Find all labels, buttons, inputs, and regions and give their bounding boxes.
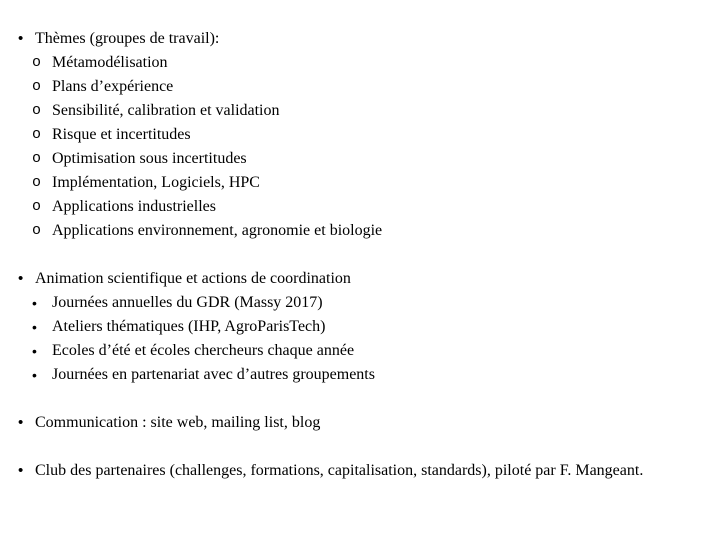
list-item bbox=[0, 363, 695, 387]
list-item-label: Risque et incertitudes bbox=[52, 126, 191, 143]
bullet-line bbox=[0, 459, 695, 483]
list-item bbox=[0, 99, 695, 123]
circle-bullet-icon: o bbox=[32, 174, 42, 191]
list-item bbox=[0, 195, 695, 219]
list-item bbox=[0, 315, 695, 339]
circle-bullet-icon: o bbox=[32, 198, 42, 215]
list-item-label: Journées annuelles du GDR (Massy 2017) bbox=[52, 294, 323, 311]
bullet-line bbox=[0, 267, 695, 291]
section-title: Communication : site web, mailing list, blog bbox=[35, 414, 321, 431]
list-item-label: Applications industrielles bbox=[52, 198, 216, 215]
bullet-line bbox=[0, 27, 695, 51]
dot-bullet-icon: • bbox=[32, 295, 37, 311]
bullet-icon: • bbox=[18, 30, 24, 47]
list-item bbox=[0, 51, 695, 75]
list-item bbox=[0, 219, 695, 243]
bullet-line bbox=[0, 411, 695, 435]
dot-bullet-icon: • bbox=[32, 343, 37, 359]
dot-bullet-icon: • bbox=[32, 319, 37, 335]
section-communication bbox=[0, 411, 695, 435]
list-item-label: Métamodélisation bbox=[52, 54, 168, 71]
circle-bullet-icon: o bbox=[32, 78, 42, 95]
list-item bbox=[0, 339, 695, 363]
list-item-label: Plans d’expérience bbox=[52, 78, 174, 95]
bullet-icon: • bbox=[18, 462, 24, 479]
bullet-icon: • bbox=[18, 270, 24, 287]
bullet-icon: • bbox=[18, 414, 24, 431]
circle-bullet-icon: o bbox=[32, 54, 42, 71]
circle-bullet-icon: o bbox=[32, 102, 42, 119]
circle-bullet-icon: o bbox=[32, 126, 42, 143]
list-item-label: Sensibilité, calibration et validation bbox=[52, 102, 280, 119]
dot-bullet-icon: • bbox=[32, 367, 37, 383]
list-item bbox=[0, 123, 695, 147]
section-title: Animation scientifique et actions de coordination bbox=[35, 270, 351, 287]
list-item-label: Optimisation sous incertitudes bbox=[52, 150, 247, 167]
list-item-label: Ateliers thématiques (IHP, AgroParisTech) bbox=[52, 318, 326, 335]
list-item bbox=[0, 75, 695, 99]
list-item bbox=[0, 171, 695, 195]
section-animation bbox=[0, 267, 695, 387]
circle-bullet-icon: o bbox=[32, 150, 42, 167]
section-club-partenaires bbox=[0, 459, 695, 483]
list-item-label: Applications environnement, agronomie et biologie bbox=[52, 222, 383, 239]
list-item-label: Ecoles d’été et écoles chercheurs chaque année bbox=[52, 342, 355, 359]
section-title: Thèmes (groupes de travail): bbox=[35, 30, 220, 47]
section-title: Club des partenaires (challenges, formations, capitalisation, standards), piloté par F. Mangeant. bbox=[35, 462, 644, 479]
section-themes bbox=[0, 27, 695, 243]
circle-bullet-icon: o bbox=[32, 222, 42, 239]
list-item bbox=[0, 291, 695, 315]
list-item-label: Journées en partenariat avec d’autres groupements bbox=[52, 366, 375, 383]
list-item bbox=[0, 147, 695, 171]
list-item-label: Implémentation, Logiciels, HPC bbox=[52, 174, 260, 191]
